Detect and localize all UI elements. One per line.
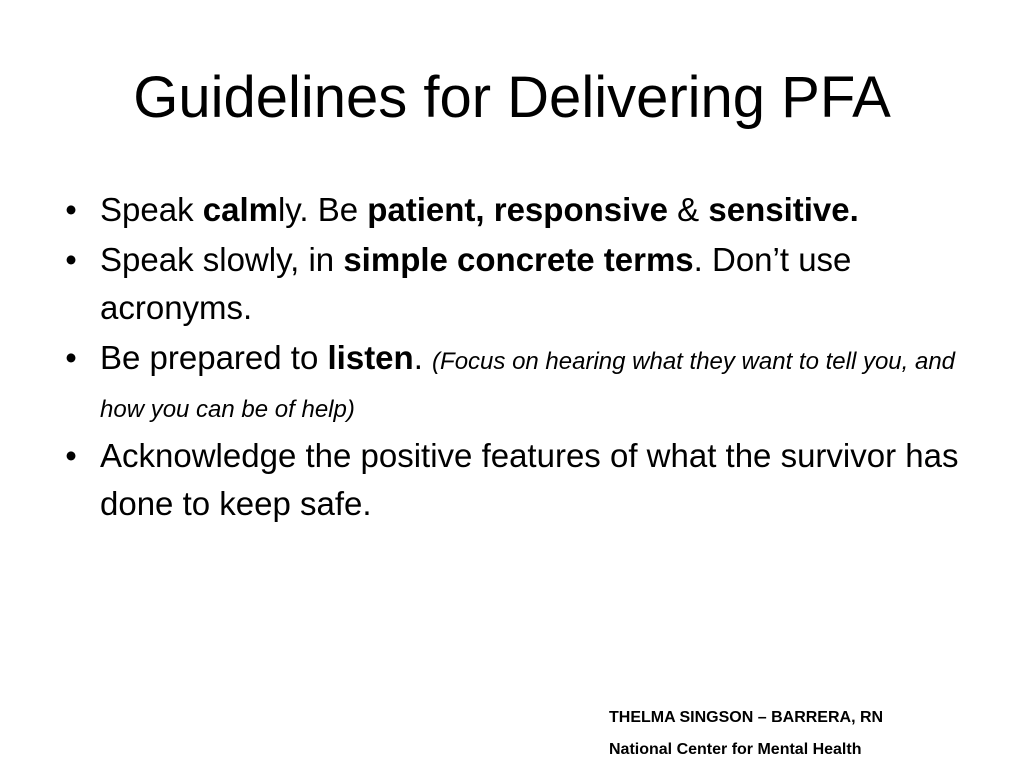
bullet-item-speak-calmly: [56, 186, 976, 234]
credit-name: THELMA SINGSON – BARRERA, RN: [609, 709, 884, 726]
bullet-item-speak-slowly: [56, 236, 976, 332]
bullet-note: (Focus on hearing what they want to tell you, and how you can be of help): [100, 348, 956, 423]
bullet-bold-text: patient, responsive: [367, 191, 668, 228]
bullet-text: . Don’t use acronyms.: [100, 241, 852, 326]
bullet-icon: •: [65, 191, 77, 228]
bullet-bold-text: listen: [327, 339, 414, 376]
bullet-text: Speak: [100, 191, 203, 228]
bullet-text: &: [668, 191, 709, 228]
credit-organization: National Center for Mental Health: [609, 741, 862, 758]
bullet-bold-text: sensitive.: [708, 191, 859, 228]
bullet-text: Acknowledge the positive features of what the survivor has done to keep safe.: [100, 437, 959, 522]
bullet-bold-text: simple concrete terms: [343, 241, 694, 278]
bullet-list: [56, 186, 976, 530]
bullet-text: Speak slowly, in: [100, 241, 344, 278]
bullet-icon: •: [65, 241, 77, 278]
bullet-text: .: [413, 339, 433, 376]
bullet-item-listen: [56, 334, 976, 430]
bullet-text: ly. Be: [277, 191, 368, 228]
bullet-icon: •: [65, 437, 77, 474]
bullet-text: Be prepared to: [100, 339, 328, 376]
bullet-icon: •: [65, 339, 77, 376]
slide-title: Guidelines for Delivering PFA: [133, 65, 891, 130]
bullet-item-acknowledge: [56, 432, 976, 528]
credits: [609, 702, 1009, 766]
bullet-bold-text: calm: [202, 191, 278, 228]
